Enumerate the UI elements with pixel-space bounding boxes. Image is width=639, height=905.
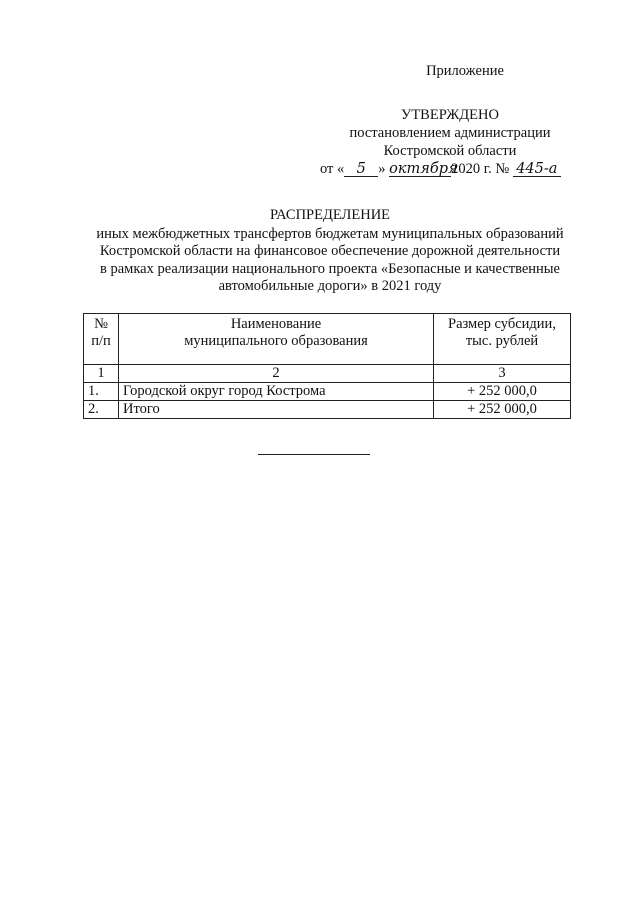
row-municipality: Городской округ город Кострома: [119, 383, 434, 401]
header-municipality: Наименование муниципального образования: [119, 314, 434, 365]
header-amount: Размер субсидии, тыс. рублей: [434, 314, 571, 365]
index-cell: 2: [119, 365, 434, 383]
date-mid: »: [378, 161, 386, 177]
table-row: [84, 401, 571, 419]
approval-block: [300, 62, 600, 178]
handwritten-month: октября: [389, 161, 458, 177]
row-number: 2.: [84, 401, 119, 419]
appendix-label: Приложение: [426, 63, 504, 79]
closing-separator-line: [258, 454, 370, 455]
title-block: [70, 207, 590, 296]
title-line-1: иных межбюджетных трансфертов бюджетам муниципальных образований: [96, 225, 564, 242]
handwritten-day: 5: [344, 162, 378, 177]
approved-label: УТВЕРЖДЕНО: [401, 107, 499, 123]
approval-line-2: Костромской области: [383, 143, 517, 159]
approval-date-line: [300, 160, 600, 178]
header-number: № п/п: [84, 314, 119, 365]
table-row: [84, 383, 571, 401]
document-heading: РАСПРЕДЕЛЕНИЕ: [269, 207, 391, 223]
date-year: 2020 г. №: [451, 161, 510, 177]
row-number: 1.: [84, 383, 119, 401]
index-cell: 3: [434, 365, 571, 383]
title-line-3: в рамках реализации национального проекта «Безопасные и качественные: [100, 260, 560, 277]
distribution-table: [83, 313, 571, 419]
table-header-row: [84, 314, 571, 365]
index-cell: 1: [84, 365, 119, 383]
handwritten-number: 445-а: [513, 162, 561, 177]
title-line-2: Костромской области на финансовое обеспечение дорожной деятельности: [99, 243, 561, 259]
table-index-row: [84, 365, 571, 383]
row-municipality: Итого: [119, 401, 434, 419]
row-amount: + 252 000,0: [434, 383, 571, 401]
title-line-4: автомобильные дороги» в 2021 году: [218, 278, 442, 294]
approval-line-1: постановлением администрации: [349, 125, 551, 141]
row-amount: + 252 000,0: [434, 401, 571, 419]
date-prefix: от «: [320, 161, 345, 177]
